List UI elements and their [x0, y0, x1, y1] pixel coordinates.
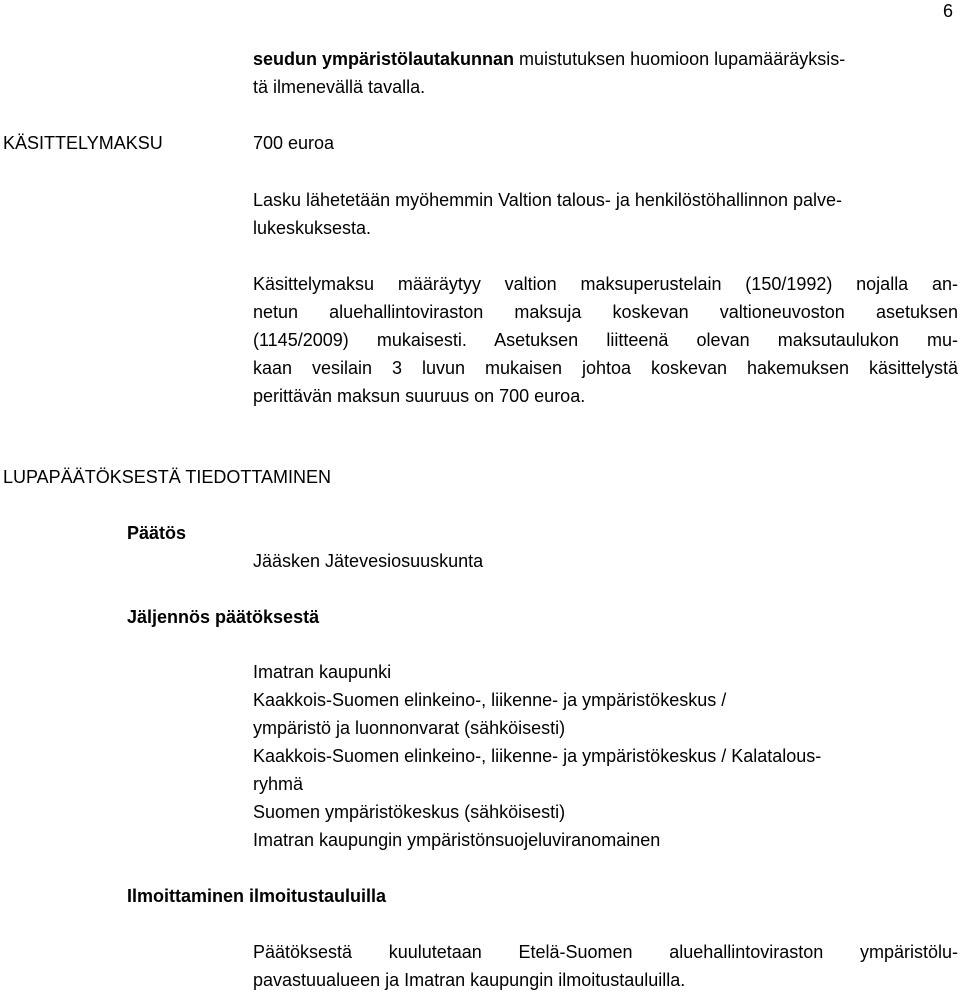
jaljennos-label: Jäljennös päätöksestä [127, 607, 320, 627]
jaljennos-recipient: Suomen ympäristökeskus (sähköisesti) [253, 802, 566, 822]
kasittelymaksu-para2-line: (1145/2009) mukaisesti. Asetuksen liitteenä olevan maksutaulukon mu- [253, 330, 958, 350]
intro-bold-lead: seudun ympäristölautakunnan [253, 49, 515, 69]
kasittelymaksu-para2-line: perittävän maksun suuruus on 700 euroa. [253, 386, 586, 406]
intro-line-1-rest: muistutuksen huomioon lupamääräyksis- [514, 49, 846, 69]
ilmoittaminen-text-line: pavastuualueen ja Imatran kaupungin ilmoitustauluilla. [253, 970, 686, 990]
ilmoittaminen-label: Ilmoittaminen ilmoitustauluilla [127, 886, 387, 906]
kasittelymaksu-para2-line: kaan vesilain 3 luvun mukaisen johtoa koskevan hakemuksen käsittelystä [253, 358, 958, 378]
intro-line-1 [253, 49, 845, 69]
jaljennos-recipient: Imatran kaupungin ympäristönsuojeluviranomainen [253, 830, 661, 850]
kasittelymaksu-amount: 700 euroa [253, 133, 335, 153]
jaljennos-recipient: Kaakkois-Suomen elinkeino-, liikenne- ja ympäristökeskus / [253, 690, 727, 710]
tiedottaminen-heading: LUPAPÄÄTÖKSESTÄ TIEDOTTAMINEN [3, 467, 332, 487]
kasittelymaksu-para2-line: Käsittelymaksu määräytyy valtion maksuperustelain (150/1992) nojalla an- [253, 274, 958, 294]
jaljennos-recipient: ryhmä [253, 774, 304, 794]
kasittelymaksu-para1-line: lukeskuksesta. [253, 218, 372, 238]
page-number: 6 [943, 1, 954, 21]
kasittelymaksu-para2-line: netun aluehallintoviraston maksuja koskevan valtioneuvoston asetuksen [253, 302, 958, 322]
kasittelymaksu-heading: KÄSITTELYMAKSU [3, 133, 163, 153]
ilmoittaminen-text-line: Päätöksestä kuulutetaan Etelä-Suomen aluehallintoviraston ympäristölu- [253, 942, 958, 962]
jaljennos-recipient: Imatran kaupunki [253, 662, 392, 682]
intro-line-2: tä ilmenevällä tavalla. [253, 77, 426, 97]
paatos-recipient: Jääsken Jätevesiosuuskunta [253, 551, 484, 571]
jaljennos-recipient: Kaakkois-Suomen elinkeino-, liikenne- ja ympäristökeskus / Kalatalous- [253, 746, 822, 766]
kasittelymaksu-para1-line: Lasku lähetetään myöhemmin Valtion talous- ja henkilöstöhallinnon palve- [253, 190, 843, 210]
jaljennos-recipient: ympäristö ja luonnonvarat (sähköisesti) [253, 718, 566, 738]
paatos-label: Päätös [127, 523, 187, 543]
